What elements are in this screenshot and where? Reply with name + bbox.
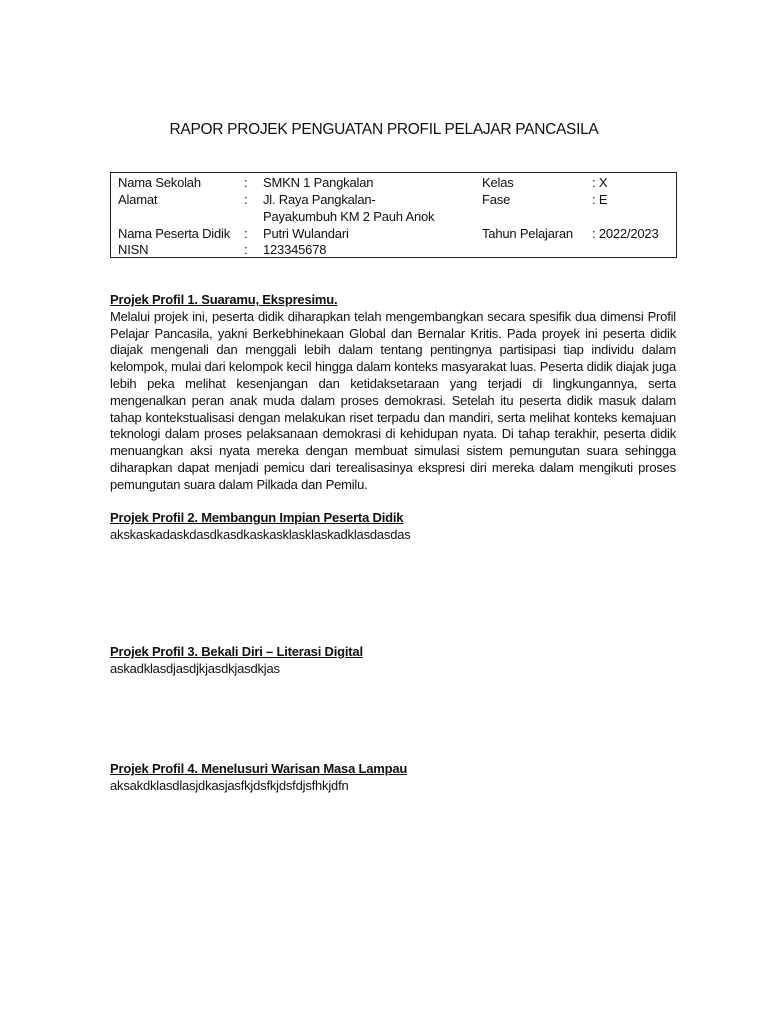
school-value: SMKN 1 Pangkalan bbox=[263, 175, 374, 190]
project-heading-1: Projek Profil 1. Suaramu, Ekspresimu. bbox=[110, 292, 338, 307]
project-heading-3: Projek Profil 3. Bekali Diri – Literasi Digital bbox=[110, 644, 363, 659]
address-value-line1: Jl. Raya Pangkalan- bbox=[263, 192, 376, 207]
student-info-box bbox=[110, 172, 677, 258]
student-name-colon: : bbox=[244, 226, 248, 241]
project-description-2: akskaskadaskdasdkasdkaskasklasklaskadklasdasdas bbox=[110, 526, 411, 542]
project-section-3 bbox=[110, 644, 676, 678]
address-colon: : bbox=[244, 192, 248, 207]
address-label: Alamat bbox=[118, 192, 158, 207]
project-heading-2: Projek Profil 2. Membangun Impian Peserta Didik bbox=[110, 510, 404, 525]
phase-label: Fase bbox=[482, 192, 511, 207]
project-description-1: Melalui projek ini, peserta didik diharapkan telah mengembangkan secara spesifik dua dimensi Profil Pelajar Pancasila, yakni Berkebhinekaan Global dan Bernalar Kritis. Pada proyek ini peserta didik diajak mengenali dan menggali lebih dalam tentang pentingnya partisipasi tiap individu dalam kelompok, mulai dari kelompok kecil hingga dalam konteks masyarakat luas. Peserta didik diajak juga lebih peka melihat kesenjangan dan ketidaksetaraan yang terjadi di lingkungannya, serta mengenalkan peran anak muda dalam proses demokrasi. Setelah itu peserta didik masuk dalam tahap kontekstualisasi dengan melakukan riset terpadu dan mandiri, serta melihat konteks kemajuan teknologi dalam proses pelaksanaan demokrasi di kehidupan nyata. Di tahap terakhir, peserta didik menuangkan aksi nyata mereka dengan membuat simulasi sistem pemungutan suara sehingga diharapkan dapat menjadi pemicu dari terealisasinya ekspresi diri mereka dalam mengikuti proses pemungutan suara dalam Pilkada dan Pemilu. bbox=[110, 308, 676, 492]
nisn-value: 123345678 bbox=[263, 242, 327, 257]
student-name-label: Nama Peserta Didik bbox=[118, 226, 230, 241]
project-description-4: aksakdklasdlasjdkasjasfkjdsfkjdsfdjsfhkjdfn bbox=[110, 777, 349, 793]
academic-year-value: : 2022/2023 bbox=[592, 226, 659, 241]
class-value: : X bbox=[592, 175, 608, 190]
school-label: Nama Sekolah bbox=[118, 175, 201, 190]
nisn-colon: : bbox=[244, 242, 248, 257]
report-title: RAPOR PROJEK PENGUATAN PROFIL PELAJAR PANCASILA bbox=[169, 121, 599, 138]
phase-value: : E bbox=[592, 192, 608, 207]
project-section-1 bbox=[110, 292, 676, 494]
academic-year-label: Tahun Pelajaran bbox=[482, 226, 573, 241]
address-value-line2: Payakumbuh KM 2 Pauh Anok bbox=[263, 209, 435, 224]
project-description-3: askadklasdjasdjkjasdkjasdkjas bbox=[110, 660, 280, 676]
student-name-value: Putri Wulandari bbox=[263, 226, 349, 241]
school-colon: : bbox=[244, 175, 248, 190]
project-section-2 bbox=[110, 510, 676, 544]
class-label: Kelas bbox=[482, 175, 514, 190]
nisn-label: NISN bbox=[118, 242, 149, 257]
project-heading-4: Projek Profil 4. Menelusuri Warisan Masa Lampau bbox=[110, 761, 408, 776]
project-section-4 bbox=[110, 761, 676, 795]
